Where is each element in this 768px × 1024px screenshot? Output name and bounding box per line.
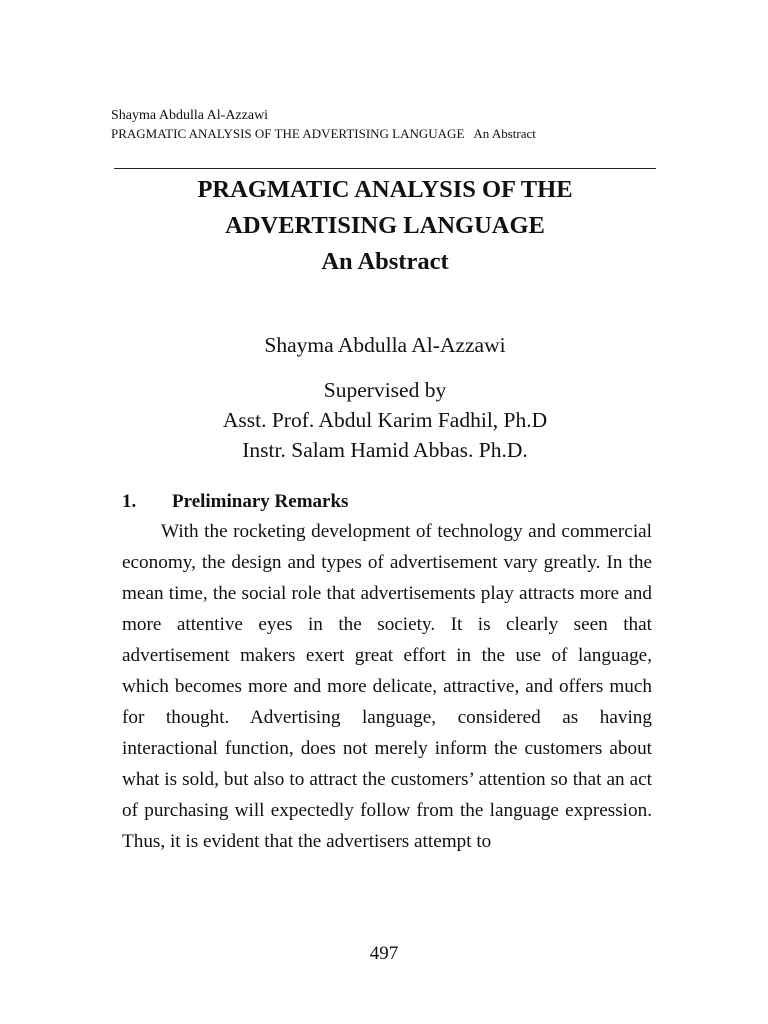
- title-line-2: ADVERTISING LANGUAGE: [225, 212, 545, 239]
- paper-title: [114, 172, 656, 280]
- supervisor-2: Instr. Salam Hamid Abbas. Ph.D.: [242, 438, 528, 462]
- page-number: 497: [369, 943, 399, 964]
- supervisor-1: Asst. Prof. Abdul Karim Fadhil, Ph.D: [222, 408, 548, 432]
- supervision-block: [114, 375, 656, 465]
- title-line-3: An Abstract: [321, 248, 449, 275]
- running-head-title: PRAGMATIC ANALYSIS OF THE ADVERTISING LANGUAGE An Abstract: [111, 126, 536, 141]
- running-head: [111, 107, 656, 143]
- author-name: Shayma Abdulla Al-Azzawi: [264, 333, 506, 357]
- supervised-by-label: Supervised by: [323, 378, 447, 402]
- header-rule: [114, 168, 656, 169]
- section-title: Preliminary Remarks: [172, 491, 349, 512]
- section-number: 1.: [122, 491, 137, 512]
- section-heading: [122, 489, 662, 515]
- body-paragraph: With the rocketing development of technology and commercial economy, the design and types of advertisement vary greatly. In the mean time, the social role that advertisements play attracts more and more attentive eyes in the society. It is clearly seen that advertisement makers exert great effort in the use of language, which becomes more and more delicate, attractive, and offers much for thought. Advertising language, considered as having interactional function, does not merely inform the customers about what is sold, but also to attract the customers’ attention so that an act of purchasing will expectedly follow from the language expression. Thus, it is evident that the advertisers attempt to: [122, 521, 652, 852]
- title-line-1: PRAGMATIC ANALYSIS OF THE: [197, 176, 573, 203]
- running-head-author: Shayma Abdulla Al-Azzawi: [111, 108, 269, 123]
